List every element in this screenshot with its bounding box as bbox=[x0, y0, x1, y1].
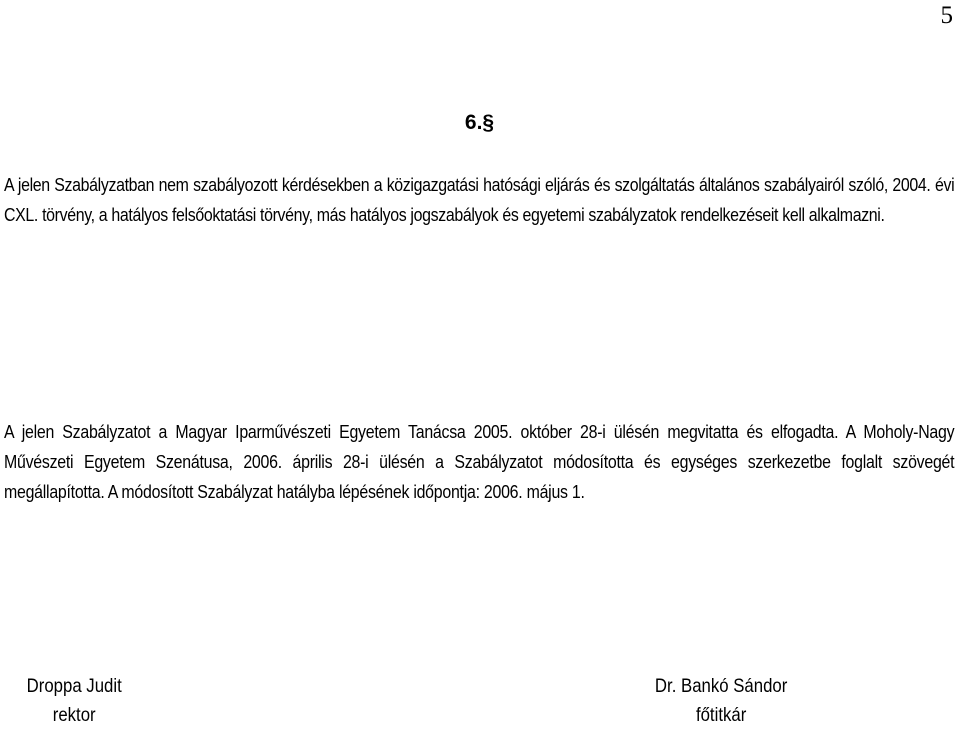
signature-block-rector bbox=[14, 672, 134, 730]
signatory-title: főtitkár bbox=[695, 704, 747, 726]
signatory-name: Droppa Judit bbox=[26, 675, 122, 697]
signatory-title: rektor bbox=[52, 704, 96, 726]
page-number: 5 bbox=[940, 2, 953, 29]
signatory-name: Dr. Bankó Sándor bbox=[654, 675, 788, 697]
paragraph-adoption: A jelen Szabályzatot a Magyar Iparművészeti Egyetem Tanácsa 2005. október 28-i ülésén megvitatta és elfogadta. A Moholy-Nagy Művészeti Egyetem Szenátusa, 2006. április 28-i ülésén a Szabályzatot módosította és egységes szerkezetbe foglalt szövegét megállapította. A módosított Szabályzat hatályba lépésének időpontja: 2006. május 1. bbox=[4, 421, 955, 502]
signature-block-secretary-general bbox=[642, 672, 800, 730]
paragraph-applicable-law: A jelen Szabályzatban nem szabályozott kérdésekben a közigazgatási hatósági eljárás és szolgáltatás általános szabályairól szóló, 2004. évi CXL. törvény, a hatályos felsőoktatási törvény, más hatályos jogszabályok és egyetemi szabályzatok rendelkezéseit kell alkalmazni. bbox=[4, 174, 955, 225]
section-heading: 6.§ bbox=[464, 111, 495, 134]
